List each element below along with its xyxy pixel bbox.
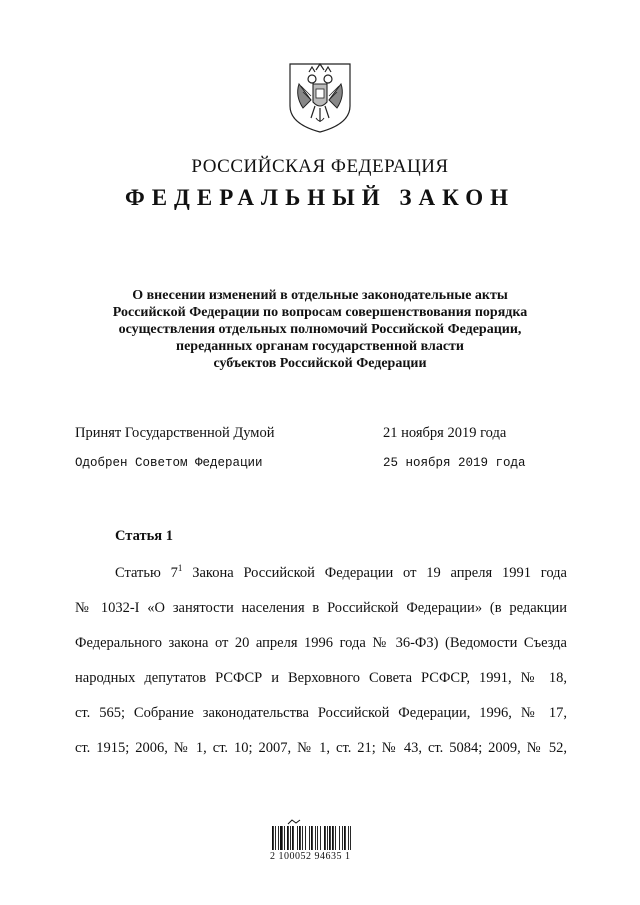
article-text-line: Федерального закона от 20 апреля 1996 года № 36-ФЗ) (Ведомости Съезда bbox=[75, 635, 567, 651]
article-text-line bbox=[115, 565, 567, 582]
document-type-heading: ФЕДЕРАЛЬНЫЙ ЗАКОН bbox=[124, 185, 516, 210]
article-text-fragment: Закона Российской Федерации от 19 апреля 1991 года bbox=[182, 565, 567, 581]
council-approval-label: Одобрен Советом Федерации bbox=[75, 456, 263, 470]
duma-adoption-label: Принят Государственной Думой bbox=[75, 425, 275, 441]
law-title-line: субъектов Российской Федерации bbox=[213, 356, 427, 371]
article-superscript: 1 bbox=[177, 563, 183, 573]
article-text-line: ст. 1915; 2006, № 1, ст. 10; 2007, № 1, ст. 21; № 43, ст. 5084; 2009, № 52, bbox=[75, 740, 567, 756]
barcode-image bbox=[270, 818, 378, 854]
council-approval-date: 25 ноября 2019 года bbox=[383, 456, 526, 470]
law-title bbox=[80, 287, 560, 372]
barcode-number: 2 100052 94635 1 bbox=[270, 851, 351, 862]
law-title-line: Российской Федерации по вопросам совершенствования порядка bbox=[112, 305, 528, 320]
article-text-line: № 1032-I «О занятости населения в Российской Федерации» (в редакции bbox=[75, 600, 567, 616]
law-title-line: осуществления отдельных полномочий Российской Федерации, bbox=[118, 322, 522, 337]
duma-adoption-date: 21 ноября 2019 года bbox=[383, 425, 507, 441]
law-title-line: О внесении изменений в отдельные законодательные акты bbox=[132, 288, 508, 303]
country-heading: РОССИЙСКАЯ ФЕДЕРАЦИЯ bbox=[191, 156, 449, 177]
coat-of-arms-icon bbox=[287, 62, 353, 134]
article-text-line: народных депутатов РСФСР и Верховного Совета РСФСР, 1991, № 18, bbox=[75, 670, 567, 686]
article-text-fragment: Статью 7 bbox=[115, 565, 178, 581]
article-text-line: ст. 565; Собрание законодательства Российской Федерации, 1996, № 17, bbox=[75, 705, 567, 721]
law-title-line: переданных органам государственной власти bbox=[176, 339, 464, 354]
article-heading: Статья 1 bbox=[115, 528, 173, 544]
